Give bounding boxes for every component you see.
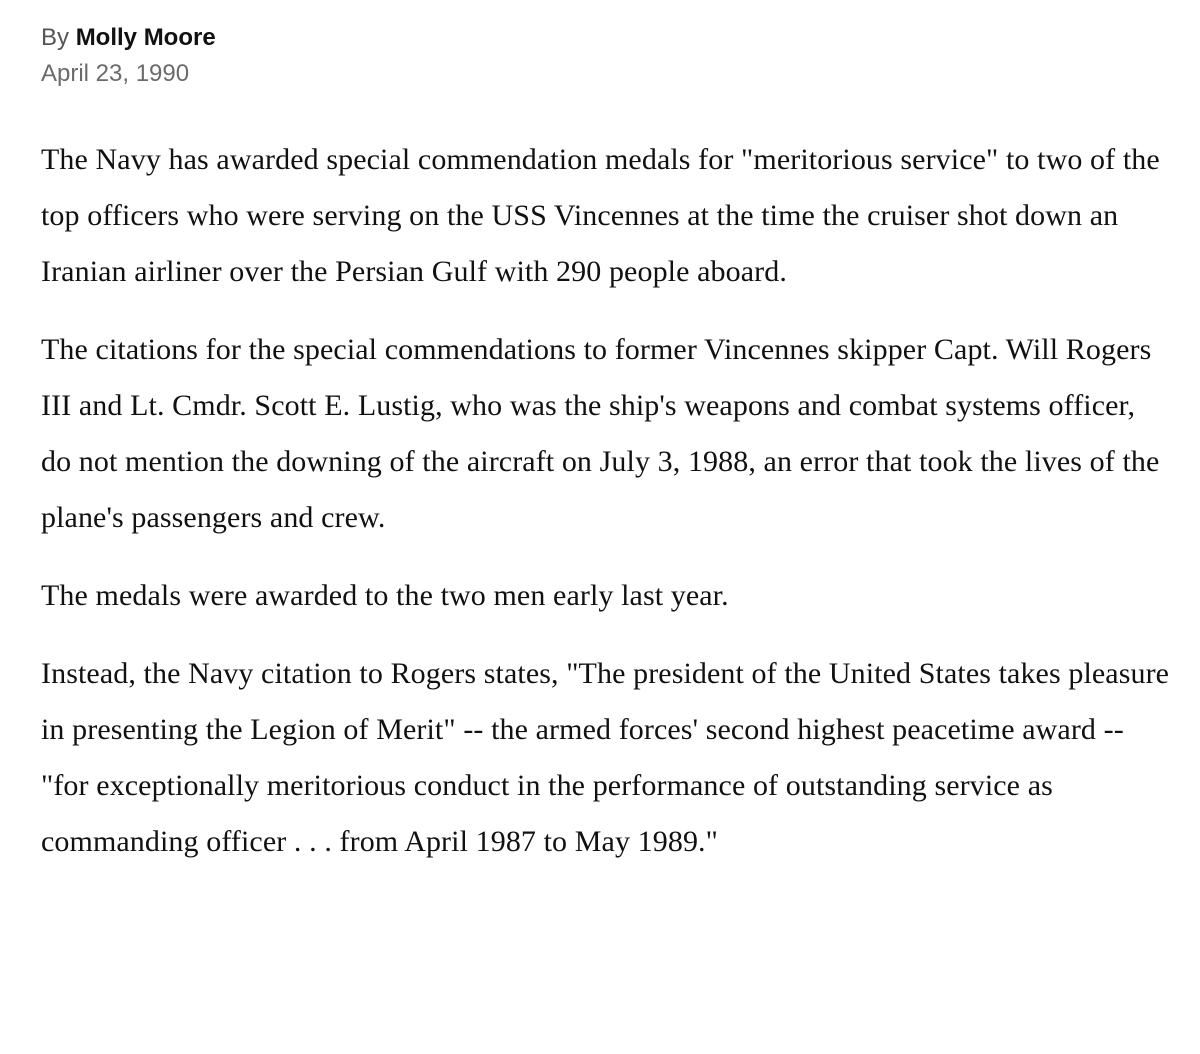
paragraph: Instead, the Navy citation to Rogers states, "The president of the United States takes pleasure in presenting the Legion of Merit" -- the armed forces' second highest peacetime award -- "for exceptionally meritorious conduct in the performance of outstanding service as commanding officer . . . from April 1987 to May 1989." (41, 657, 1170, 858)
article (41, 22, 1171, 870)
publish-date: April 23, 1990 (41, 60, 190, 87)
byline-prefix: By (41, 24, 70, 51)
author-name[interactable]: Molly Moore (75, 24, 216, 51)
byline (41, 22, 1171, 54)
paragraph: The Navy has awarded special commendation medals for "meritorious service" to two of the top officers who were serving on the USS Vincennes at the time the cruiser shot down an Iranian airliner over the Persian Gulf with 290 people aboard. (41, 143, 1160, 288)
article-body (41, 132, 1171, 870)
paragraph: The medals were awarded to the two men early last year. (41, 579, 729, 612)
paragraph: The citations for the special commendations to former Vincennes skipper Capt. Will Rogers III and Lt. Cmdr. Scott E. Lustig, who was the ship's weapons and combat systems officer, do not mention the downing of the aircraft on July 3, 1988, an error that took the lives of the plane's passengers and crew. (41, 333, 1160, 534)
